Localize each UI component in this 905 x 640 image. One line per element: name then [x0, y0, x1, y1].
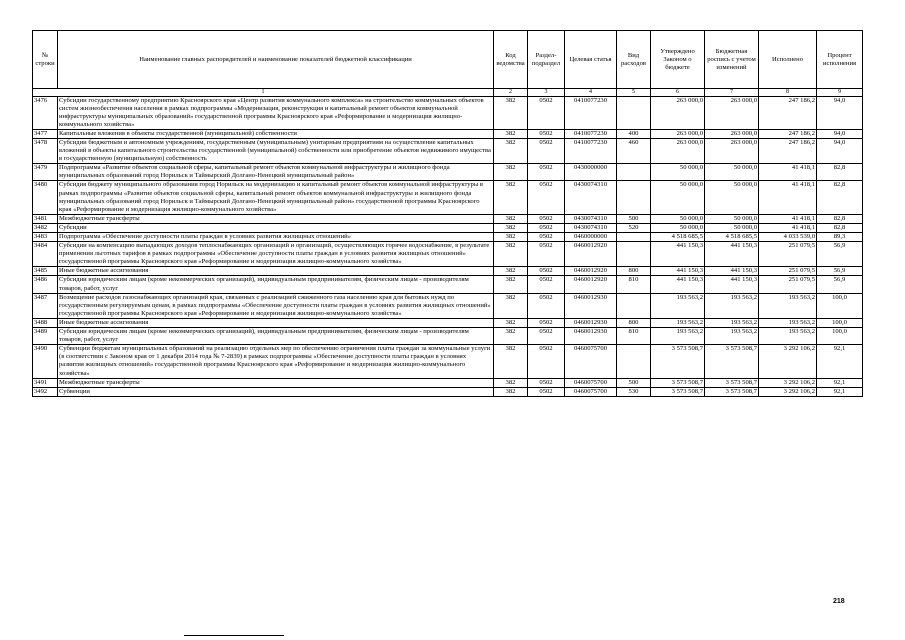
expense-type-cell [617, 96, 651, 129]
section-cell: 0502 [528, 328, 565, 345]
row-name-cell: Субсидии на компенсацию выпадающих доходов теплоснабжающих организаций и организаций, осуществляющих горячее водоснабжение, в результате применения льготных тарифов в рамках подпрограммы «Обеспечение доступности платы граждан в условиях развития жилищных отношений» государственной программы Красноярского края «Реформирование и модернизация жилищно-коммунального хозяйства» [58, 242, 494, 267]
department-code-cell: 382 [494, 242, 528, 267]
department-code-cell: 382 [494, 387, 528, 396]
row-name-cell: Субвенции [58, 387, 494, 396]
section-cell: 0502 [528, 129, 565, 138]
header-expense-type: Вид расходов [617, 31, 651, 89]
percent-cell: 56,9 [817, 242, 863, 267]
executed-cell: 3 292 106,2 [759, 345, 817, 378]
table-row [33, 223, 863, 232]
header-executed: Исполнено [759, 31, 817, 89]
expense-type-cell [617, 242, 651, 267]
section-cell: 0502 [528, 345, 565, 378]
column-number: 9 [817, 89, 863, 97]
approved-cell: 193 563,2 [651, 293, 705, 318]
target-article-cell: 0460012930 [565, 293, 617, 318]
approved-cell: 441 150,3 [651, 267, 705, 276]
approved-cell: 263 000,0 [651, 96, 705, 129]
approved-cell: 3 573 508,7 [651, 345, 705, 378]
target-article-cell: 0410077230 [565, 138, 617, 163]
row-number-cell: 3485 [33, 267, 58, 276]
expense-type-cell: 400 [617, 129, 651, 138]
target-article-cell: 0460012920 [565, 242, 617, 267]
column-number: 4 [565, 89, 617, 97]
row-name-cell: Межбюджетные трансферты [58, 214, 494, 223]
percent-cell: 82,8 [817, 164, 863, 181]
expense-type-cell: 500 [617, 214, 651, 223]
table-row [33, 181, 863, 214]
budget-execution-table [32, 30, 863, 397]
section-cell: 0502 [528, 387, 565, 396]
target-article-cell: 0430000000 [565, 164, 617, 181]
target-article-cell: 0410077230 [565, 129, 617, 138]
approved-cell: 50 000,0 [651, 223, 705, 232]
section-cell: 0502 [528, 181, 565, 214]
percent-cell: 94,0 [817, 129, 863, 138]
approved-cell: 50 000,0 [651, 181, 705, 214]
row-name-cell: Субсидии государственному предприятию Красноярского края «Центр развития коммунального комплекса» на строительство коммунальных объектов систем жизнеобеспечения населения в рамках подпрограммы «Модернизация, реконструкция и капитальный ремонт объектов коммунальной инфраструктуры муниципальных образований» государственной программы Красноярского края «Реформирование и модернизация жилищно-коммунального хозяйства» [58, 96, 494, 129]
target-article-cell: 0460000000 [565, 233, 617, 242]
table-row [33, 276, 863, 293]
executed-cell: 41 418,1 [759, 223, 817, 232]
approved-cell: 193 563,2 [651, 328, 705, 345]
expense-type-cell: 800 [617, 267, 651, 276]
header-department-code: Код ведомства [494, 31, 528, 89]
row-name-cell: Субвенции бюджетам муниципальных образований на реализацию отдельных мер по обеспечению ограничения платы граждан за коммунальные услуги (в соответствии с Законом края от 1 декабря 2014 года № 7-2839) в рамках подпрограммы «Обеспечение доступности платы граждан в условиях развития жилищных отношений» государственной программы Красноярского края «Реформирование и модернизация жилищно-коммунального хозяйства» [58, 345, 494, 378]
budget-schedule-cell: 193 563,2 [705, 328, 759, 345]
executed-cell: 247 186,2 [759, 138, 817, 163]
column-number: 1 [33, 89, 494, 97]
column-number: 5 [617, 89, 651, 97]
executed-cell: 3 292 106,2 [759, 387, 817, 396]
executed-cell: 251 079,5 [759, 267, 817, 276]
executed-cell: 193 563,2 [759, 318, 817, 327]
row-number-cell: 3488 [33, 318, 58, 327]
executed-cell: 4 033 539,0 [759, 233, 817, 242]
budget-schedule-cell: 50 000,0 [705, 164, 759, 181]
expense-type-cell: 810 [617, 276, 651, 293]
budget-schedule-cell: 263 000,0 [705, 96, 759, 129]
table-row [33, 242, 863, 267]
row-name-cell: Субсидии [58, 223, 494, 232]
executed-cell: 41 418,1 [759, 214, 817, 223]
table-row [33, 267, 863, 276]
section-cell: 0502 [528, 293, 565, 318]
executed-cell: 247 186,2 [759, 129, 817, 138]
row-name-cell: Подпрограмма «Развитие объектов социальной сферы, капитальный ремонт объектов коммунальной инфраструктуры и жилищного фонда муниципальных образований город Норильск и Таймырский Долгано-Ненецкий муниципальный район» [58, 164, 494, 181]
row-number-cell: 3477 [33, 129, 58, 138]
expense-type-cell [617, 293, 651, 318]
row-name-cell: Иные бюджетные ассигнования [58, 267, 494, 276]
header-name: Наименование главных распорядителей и наименование показателей бюджетной классификации [58, 31, 494, 89]
budget-schedule-cell: 50 000,0 [705, 214, 759, 223]
department-code-cell: 382 [494, 164, 528, 181]
target-article-cell: 0410077230 [565, 96, 617, 129]
percent-cell: 92,1 [817, 378, 863, 387]
target-article-cell: 0460012930 [565, 328, 617, 345]
budget-schedule-cell: 50 000,0 [705, 181, 759, 214]
expense-type-cell [617, 164, 651, 181]
percent-cell: 82,8 [817, 214, 863, 223]
department-code-cell: 382 [494, 214, 528, 223]
table-row [33, 328, 863, 345]
percent-cell: 94,0 [817, 138, 863, 163]
header-approved: Утверждено Законом о бюджете [651, 31, 705, 89]
approved-cell: 50 000,0 [651, 214, 705, 223]
row-name-cell: Субсидии юридическим лицам (кроме некоммерческих организаций), индивидуальным предпринимателям, физическим лицам - производителям товаров, работ, услуг [58, 276, 494, 293]
percent-cell: 92,1 [817, 345, 863, 378]
executed-cell: 247 186,2 [759, 96, 817, 129]
approved-cell: 3 573 508,7 [651, 387, 705, 396]
row-name-cell: Подпрограмма «Обеспечение доступности платы граждан в условиях развития жилищных отношений» [58, 233, 494, 242]
approved-cell: 3 573 508,7 [651, 378, 705, 387]
target-article-cell: 0460075700 [565, 378, 617, 387]
table-row [33, 138, 863, 163]
row-name-cell: Субсидии бюджетным и автономным учреждениям, государственным (муниципальным) унитарным предприятиям на осуществление капитальных вложений в объекты капитального строительства государственной (муниципальной) собственности или приобретение объектов недвижимого имущества в государственную (муниципальную) собственность [58, 138, 494, 163]
department-code-cell: 382 [494, 345, 528, 378]
column-number: 3 [528, 89, 565, 97]
target-article-cell: 0430074310 [565, 223, 617, 232]
approved-cell: 263 000,0 [651, 129, 705, 138]
row-number-cell: 3490 [33, 345, 58, 378]
column-number: 7 [705, 89, 759, 97]
column-number-row [33, 89, 863, 97]
approved-cell: 193 563,2 [651, 318, 705, 327]
expense-type-cell: 520 [617, 223, 651, 232]
table-row [33, 387, 863, 396]
department-code-cell: 382 [494, 181, 528, 214]
budget-schedule-cell: 4 518 685,5 [705, 233, 759, 242]
executed-cell: 251 079,5 [759, 242, 817, 267]
target-article-cell: 0430074310 [565, 181, 617, 214]
budget-schedule-cell: 193 563,2 [705, 318, 759, 327]
target-article-cell: 0430074310 [565, 214, 617, 223]
percent-cell: 100,0 [817, 318, 863, 327]
target-article-cell: 0460075700 [565, 345, 617, 378]
budget-schedule-cell: 441 150,3 [705, 276, 759, 293]
expense-type-cell: 800 [617, 318, 651, 327]
budget-schedule-cell: 3 573 508,7 [705, 387, 759, 396]
expense-type-cell: 500 [617, 378, 651, 387]
percent-cell: 82,8 [817, 181, 863, 214]
column-number: 6 [651, 89, 705, 97]
executed-cell: 193 563,2 [759, 293, 817, 318]
budget-schedule-cell: 441 150,3 [705, 267, 759, 276]
budget-schedule-cell: 441 150,3 [705, 242, 759, 267]
row-number-cell: 3479 [33, 164, 58, 181]
row-name-cell: Межбюджетные трансферты [58, 378, 494, 387]
row-number-cell: 3478 [33, 138, 58, 163]
row-name-cell: Субсидия бюджету муниципального образования город Норильск на модернизацию и капитальный ремонт объектов коммунальной инфраструктуры в рамках подпрограммы «Развитие объектов социальной сферы, капитальный ремонт объектов коммунальной инфраструктуры и жилищного фонда муниципальных образований город Норильск и Таймырский Долгано-Ненецкий муниципальный район» государственной программы Красноярского края «Реформирование и модернизация жилищно-коммунального хозяйства» [58, 181, 494, 214]
row-number-cell: 3482 [33, 223, 58, 232]
expense-type-cell [617, 345, 651, 378]
department-code-cell: 382 [494, 328, 528, 345]
column-number: 8 [759, 89, 817, 97]
target-article-cell: 0460012920 [565, 276, 617, 293]
row-number-cell: 3487 [33, 293, 58, 318]
header-target-article: Целевая статья [565, 31, 617, 89]
row-number-cell: 3483 [33, 233, 58, 242]
table-body [33, 96, 863, 396]
approved-cell: 441 150,3 [651, 276, 705, 293]
section-cell: 0502 [528, 223, 565, 232]
table-row [33, 129, 863, 138]
row-number-cell: 3480 [33, 181, 58, 214]
department-code-cell: 382 [494, 293, 528, 318]
table-row [33, 378, 863, 387]
department-code-cell: 382 [494, 378, 528, 387]
department-code-cell: 382 [494, 138, 528, 163]
row-name-cell: Иные бюджетные ассигнования [58, 318, 494, 327]
percent-cell: 82,8 [817, 223, 863, 232]
department-code-cell: 382 [494, 276, 528, 293]
header-row [33, 31, 863, 89]
row-number-cell: 3481 [33, 214, 58, 223]
department-code-cell: 382 [494, 233, 528, 242]
section-cell: 0502 [528, 242, 565, 267]
department-code-cell: 382 [494, 129, 528, 138]
row-name-cell: Капитальные вложения в объекты государственной (муниципальной) собственности [58, 129, 494, 138]
expense-type-cell: 810 [617, 328, 651, 345]
table-row [33, 318, 863, 327]
section-cell: 0502 [528, 214, 565, 223]
percent-cell: 56,9 [817, 267, 863, 276]
row-number-cell: 3484 [33, 242, 58, 267]
row-name-cell: Субсидии юридическим лицам (кроме некоммерческих организаций), индивидуальным предпринимателям, физическим лицам - производителям товаров, работ, услуг [58, 328, 494, 345]
executed-cell: 251 079,5 [759, 276, 817, 293]
budget-schedule-cell: 193 563,2 [705, 293, 759, 318]
section-cell: 0502 [528, 378, 565, 387]
budget-schedule-cell: 3 573 508,7 [705, 378, 759, 387]
table-row [33, 345, 863, 378]
target-article-cell: 0460012920 [565, 267, 617, 276]
row-number-cell: 3492 [33, 387, 58, 396]
section-cell: 0502 [528, 164, 565, 181]
row-number-cell: 3491 [33, 378, 58, 387]
department-code-cell: 382 [494, 223, 528, 232]
executed-cell: 3 292 106,2 [759, 378, 817, 387]
table-row [33, 233, 863, 242]
approved-cell: 50 000,0 [651, 164, 705, 181]
budget-schedule-cell: 263 000,0 [705, 138, 759, 163]
expense-type-cell [617, 233, 651, 242]
percent-cell: 100,0 [817, 328, 863, 345]
approved-cell: 441 150,3 [651, 242, 705, 267]
percent-cell: 89,3 [817, 233, 863, 242]
executed-cell: 193 563,2 [759, 328, 817, 345]
department-code-cell: 382 [494, 267, 528, 276]
table-row [33, 164, 863, 181]
table-row [33, 214, 863, 223]
row-number-cell: 3486 [33, 276, 58, 293]
row-number-cell: 3476 [33, 96, 58, 129]
department-code-cell: 382 [494, 318, 528, 327]
budget-schedule-cell: 50 000,0 [705, 223, 759, 232]
section-cell: 0502 [528, 276, 565, 293]
table-row [33, 293, 863, 318]
section-cell: 0502 [528, 138, 565, 163]
header-row-number: № строки [33, 31, 58, 89]
row-number-cell: 3489 [33, 328, 58, 345]
percent-cell: 100,0 [817, 293, 863, 318]
percent-cell: 56,9 [817, 276, 863, 293]
target-article-cell: 0460012930 [565, 318, 617, 327]
section-cell: 0502 [528, 233, 565, 242]
percent-cell: 92,1 [817, 387, 863, 396]
section-cell: 0502 [528, 267, 565, 276]
department-code-cell: 382 [494, 96, 528, 129]
table-row [33, 96, 863, 129]
header-section: Раздел- подраздел [528, 31, 565, 89]
column-number: 2 [494, 89, 528, 97]
approved-cell: 263 000,0 [651, 138, 705, 163]
target-article-cell: 0460075700 [565, 387, 617, 396]
expense-type-cell [617, 181, 651, 214]
row-name-cell: Возмещение расходов газоснабжающих организаций края, связанных с реализацией сжиженного газа населению края для бытовых нужд по государственным регулируемым ценам, в рамках подпрограммы «Обеспечение доступности платы граждан в условиях развития жилищных отношений» государственной программы Красноярского края «Реформирование и модернизация жилищно-коммунального хозяйства» [58, 293, 494, 318]
executed-cell: 41 418,1 [759, 164, 817, 181]
footer-divider [184, 635, 284, 636]
section-cell: 0502 [528, 318, 565, 327]
approved-cell: 4 518 685,5 [651, 233, 705, 242]
expense-type-cell: 460 [617, 138, 651, 163]
executed-cell: 41 418,1 [759, 181, 817, 214]
header-percent: Процент исполнения [817, 31, 863, 89]
header-budget-schedule: Бюджетная роспись с учетом изменений [705, 31, 759, 89]
expense-type-cell: 530 [617, 387, 651, 396]
percent-cell: 94,0 [817, 96, 863, 129]
page-number: 218 [833, 598, 845, 605]
budget-schedule-cell: 263 000,0 [705, 129, 759, 138]
section-cell: 0502 [528, 96, 565, 129]
budget-schedule-cell: 3 573 508,7 [705, 345, 759, 378]
